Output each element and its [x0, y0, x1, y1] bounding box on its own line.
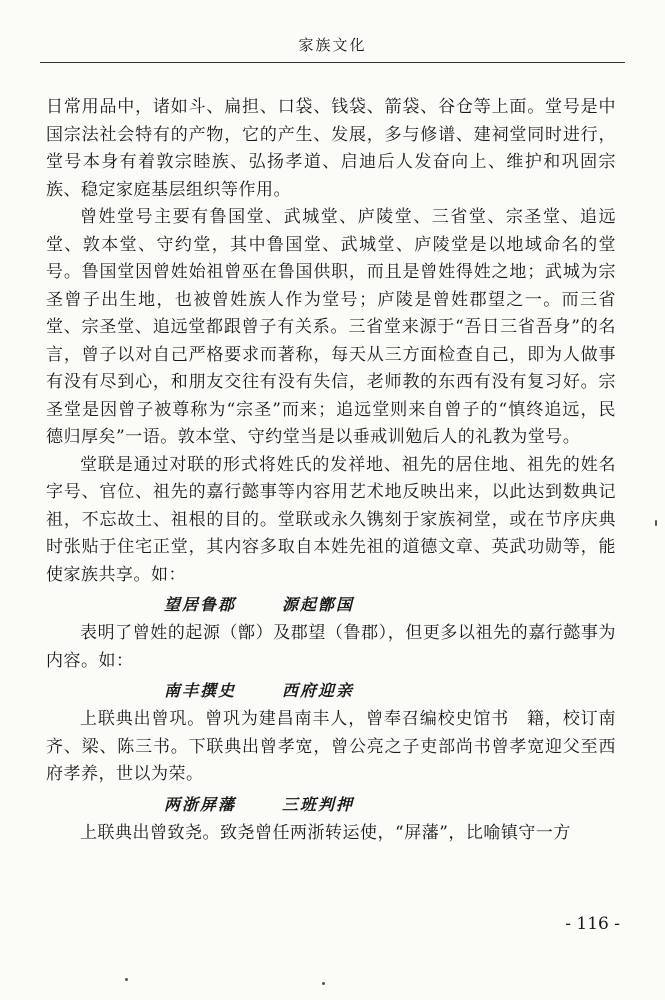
couplet-2-right: 西府迎亲: [282, 681, 355, 700]
paragraph-6: 上联典出曾致尧。致尧曾任两浙转运使，“屏藩”，比喻镇守一方: [80, 822, 571, 843]
couplet-3-right: 三班判押: [282, 794, 355, 814]
couplet-1-right: 源起鄫国: [282, 595, 355, 614]
scan-speck: [125, 978, 128, 981]
running-header: 家族文化: [298, 36, 367, 54]
paragraph-1: 日常用品中，诸如斗、扁担、口袋、钱袋、箭袋、谷仓等上面。堂号是中国宗法社会特有的产物，它的产生、发展，多与修谱、建祠堂同时进行，堂号本身有着敦宗睦族、弘扬孝道、启迪后人发奋向上、维护和巩固宗族、稳定家庭基层组织等作用。: [46, 97, 616, 200]
couplet-1: [46, 591, 616, 618]
couplet-3-left: 两浙屏藩: [164, 794, 237, 814]
paragraph-4: 表明了曾姓的起源（鄫）及郡望（鲁郡），但更多以祖先的嘉行懿事为内容。如：: [46, 623, 616, 671]
paragraph-5: 上联典出曾巩。曾巩为建昌南丰人，曾奉召编校史馆书 籍，校订南齐、梁、陈三书。下联典出曾孝宽，曾公亮之子吏部尚书曾孝宽迎父至西府孝养，世以为荣。: [46, 709, 616, 784]
paragraph-2: 曾姓堂号主要有鲁国堂、武城堂、庐陵堂、三省堂、宗圣堂、追远堂、敦本堂、守约堂，其中鲁国堂、武城堂、庐陵堂是以地域命名的堂号。鲁国堂因曾姓始祖曾巫在鲁国供职，而且是曾姓得姓之地；武城为宗圣曾子出生地，也被曾姓族人作为堂号；庐陵是曾姓郡望之一。而三省堂、宗圣堂、追远堂都跟曾子有关系。三省堂来源于“吾日三省吾身”的名言，曾子以对自己严格要求而著称，每天从三方面检查自己，即为人做事有没有尽到心，和朋友交往有没有失信，老师教的东西有没有复习好。宗圣堂是因曾子被尊称为“宗圣”而来；追远堂则来自曾子的“慎终追远，民德归厚矣”一语。敦本堂、守约堂当是以垂戒训勉后人的礼教为堂号。: [46, 207, 616, 447]
couplet-2: [46, 677, 616, 704]
page-number: - 116 -: [565, 914, 620, 934]
couplet-3: [46, 791, 616, 818]
scan-speck: [655, 520, 657, 526]
header-rule: [40, 62, 625, 63]
couplet-2-left: 南丰撰史: [164, 681, 237, 700]
scan-speck: [322, 982, 325, 985]
couplet-1-left: 望居鲁郡: [164, 595, 237, 614]
body-text: [46, 94, 616, 847]
paragraph-3: 堂联是通过对联的形式将姓氏的发祥地、祖先的居住地、祖先的姓名字号、官位、祖先的嘉行懿事等内容用艺术地反映出来，以此达到数典记祖，不忘故土、祖根的目的。堂联或永久镌刻于家族祠堂，或在节序庆典时张贴于住宅正堂，其内容多取自本姓先祖的道德文章、英武功勋等，能使家族共享。如：: [46, 454, 616, 585]
